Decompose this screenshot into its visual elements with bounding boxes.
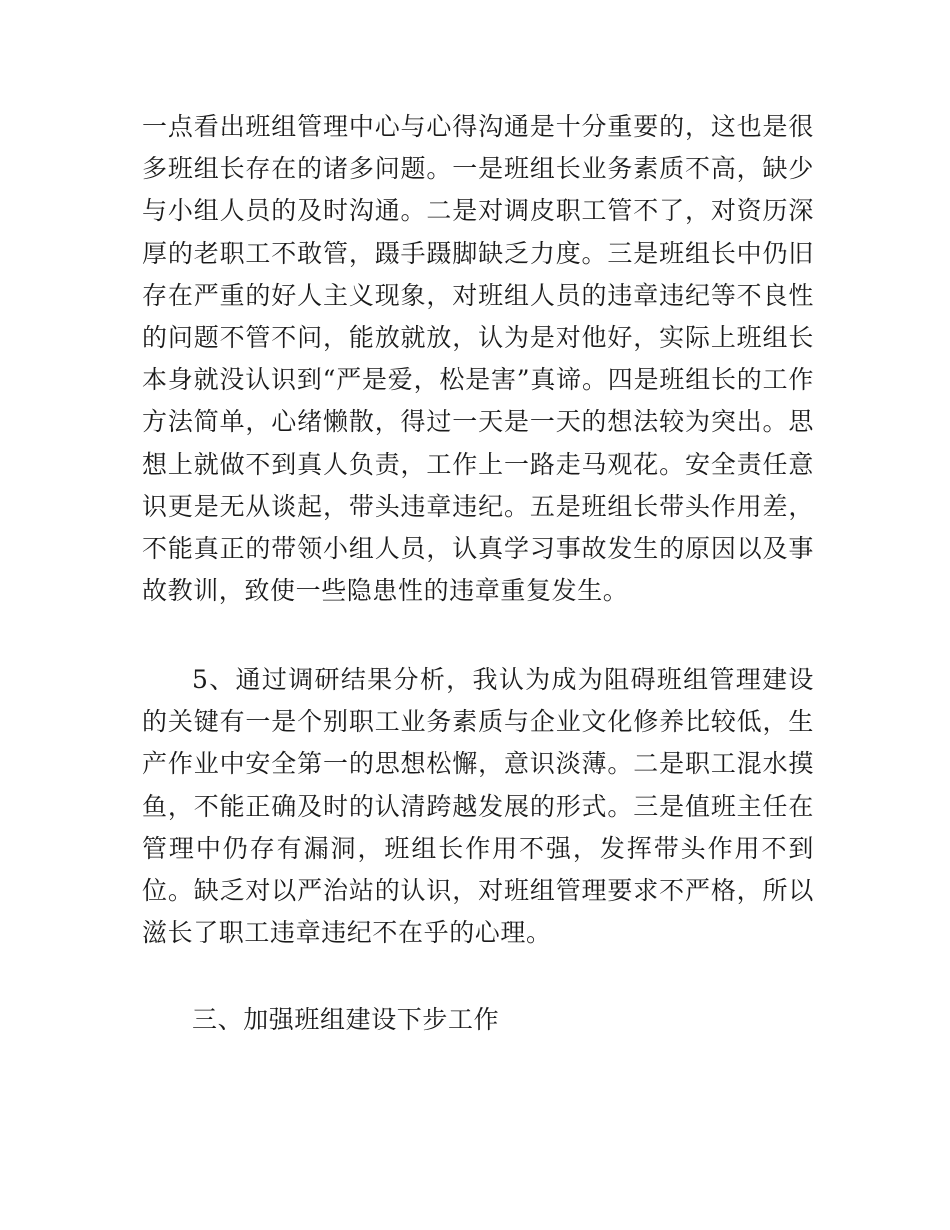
body-paragraph-2: 5、通过调研结果分析，我认为成为阻碍班组管理建设的关键有一是个别职工业务素质与企业文化修养比较低，生产作业中安全第一的思想松懈，意识淡薄。二是职工混水摸鱼，不能正确及时的认清跨越发展的形式。三是值班主任在管理中仍存有漏洞，班组长作用不强，发挥带头作用不到位。缺乏对以严治站的认识，对班组管理要求不严格，所以滋长了职工违章违纪不在乎的心理。 bbox=[142, 665, 814, 948]
section-heading: 三、加强班组建设下步工作 bbox=[192, 1005, 500, 1034]
body-paragraph-1: 一点看出班组管理中心与心得沟通是十分重要的，这也是很多班组长存在的诸多问题。一是班组长业务素质不高，缺少与小组人员的及时沟通。二是对调皮职工管不了，对资历深厚的老职工不敢管，蹑手蹑脚缺乏力度。三是班组长中仍旧存在严重的好人主义现象，对班组人员的违章违纪等不良性的问题不管不问，能放就放，认为是对他好，实际上班组长本身就没认识到“严是爱，松是害”真谛。四是班组长的工作方法简单，心绪懒散，得过一天是一天的想法较为突出。思想上就做不到真人负责，工作上一路走马观花。安全责任意识更是无从谈起，带头违章违纪。五是班组长带头作用差，不能真正的带领小组人员，认真学习事故发生的原因以及事故教训，致使一些隐患性的违章重复发生。 bbox=[142, 112, 814, 606]
